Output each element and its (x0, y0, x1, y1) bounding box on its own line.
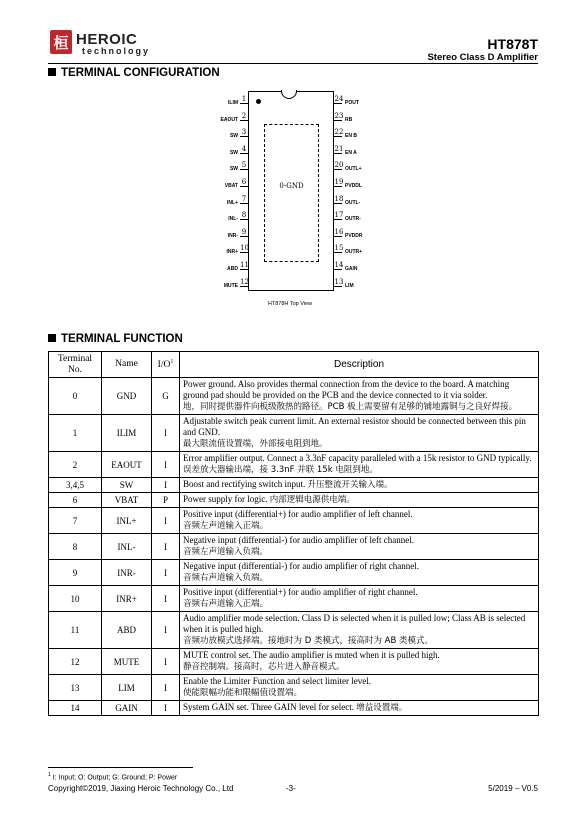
pin-lead (334, 219, 342, 220)
pin-number: 9 (241, 227, 247, 236)
table-row (49, 560, 539, 586)
pin-lead (334, 203, 342, 204)
header-description: Description (180, 352, 539, 378)
table-header-row (49, 352, 539, 378)
pin-number: 16 (334, 227, 344, 236)
pin-number: 3 (241, 128, 247, 137)
pin-lead (240, 286, 248, 287)
header-divider (48, 63, 538, 64)
pin-label: OUTR+ (345, 249, 363, 256)
terminal-description (180, 493, 539, 508)
pin-number: 15 (334, 244, 344, 253)
terminal-io: I (152, 452, 180, 478)
terminal-number: 10 (49, 586, 102, 612)
terminal-name: ABD (102, 612, 152, 649)
description-en: Audio amplifier mode selection. Class D is selected when it is pulled low; Class AB is selected when it is pulled high. (183, 613, 526, 634)
pin-number: 11 (240, 261, 249, 269)
header-name: Name (102, 352, 152, 378)
terminal-number: 8 (49, 534, 102, 560)
description-en: Error amplifier output. Connect a 3.3nF capacity paralleled with a 15k resistor to GND typically. (183, 453, 532, 463)
description-zh: 音频左声道输入正端。 (183, 521, 269, 531)
terminal-name: LIM (102, 675, 152, 701)
pin-number: 5 (241, 161, 247, 170)
description-zh: 使能限幅功能和限幅值设置端。 (183, 688, 303, 698)
terminal-description (180, 478, 539, 493)
pin-number: 12 (240, 277, 249, 286)
table-row (49, 612, 539, 649)
terminal-name: GND (102, 378, 152, 415)
terminal-number: 9 (49, 560, 102, 586)
pin-lead (334, 169, 342, 170)
pin-lead (240, 236, 248, 237)
pin-lead (240, 136, 248, 137)
description-en: Enable the Limiter Function and select limiter level. (183, 676, 371, 686)
terminal-description (180, 378, 539, 415)
pin-label: VBAT (224, 183, 238, 189)
description-en: Positive input (differential+) for audio amplifier of right channel. (183, 587, 418, 597)
pin-number: 13 (334, 277, 344, 286)
terminal-name: MUTE (102, 649, 152, 675)
terminal-io: I (152, 508, 180, 534)
terminal-description (180, 534, 539, 560)
pin-lead (334, 286, 342, 287)
pin-number: 19 (334, 178, 344, 186)
pin-lead (240, 153, 248, 154)
terminal-name: INL- (102, 534, 152, 560)
terminal-number: 12 (49, 649, 102, 675)
description-en: Power supply for logic. (183, 494, 268, 504)
header-io: $I/O^1$ (152, 352, 180, 378)
pin-lead (334, 269, 342, 270)
pin-label: SW (229, 166, 238, 173)
pin-number: 8 (241, 211, 247, 220)
description-zh: 地，同时提供器件向板级散热的路径。PCB 板上需要留有足够的铺地露铜与之良好焊接。 (183, 402, 518, 412)
description-zh: 增益设置端。 (356, 703, 408, 713)
terminal-name: SW (102, 478, 152, 493)
table-row (49, 493, 539, 508)
pin1-marker (256, 99, 261, 104)
terminal-io: I (152, 586, 180, 612)
ground-pad (264, 124, 319, 262)
pin-label: PVDDL (345, 183, 362, 189)
pin-lead (334, 252, 342, 253)
footnote: $^1$ I: Input; O: Output; G: Ground; P: Power (48, 772, 178, 782)
pin-number: 7 (241, 194, 247, 203)
copyright: Copyright©2019, Jiaxing Heroic Technology Co., Ltd (48, 784, 234, 793)
terminal-io: I (152, 560, 180, 586)
pin-lead (240, 169, 248, 170)
description-zh: 静音控制端。接高时，芯片进入静音模式。 (183, 662, 345, 672)
pin-number: 21 (334, 144, 344, 153)
table-row (49, 701, 539, 716)
table-row (49, 452, 539, 478)
terminal-name: INR+ (102, 586, 152, 612)
terminal-number: 7 (49, 508, 102, 534)
brand-subtitle: technology (82, 46, 151, 56)
terminal-number: 6 (49, 493, 102, 508)
pin-label: EN A (345, 149, 357, 156)
pin-number: 24 (334, 95, 344, 103)
description-zh: 内部逻辑电源供电端。 (269, 495, 355, 505)
table-row (49, 478, 539, 493)
version: 5/2019 – V0.5 (488, 784, 538, 793)
pin-number: 2 (241, 111, 247, 120)
section-title-function: TERMINAL FUNCTION (48, 333, 183, 345)
ground-pad-label: 0-GND (279, 182, 304, 190)
pin-number: 1 (241, 95, 247, 103)
table-row (49, 508, 539, 534)
table-row (49, 649, 539, 675)
description-en: Power ground. Also provides thermal connection from the device to the board. A matching ground pad should be provided on the PCB and the device connected to it via solder. (183, 379, 510, 400)
pin-number: 23 (334, 111, 344, 120)
pin-label: INR- (227, 232, 238, 239)
terminal-function-table (48, 351, 539, 716)
pin-number: 4 (241, 144, 247, 153)
description-en: Positive input (differential+) for audio amplifier of left channel. (183, 509, 413, 519)
description-zh: 升压整流开关输入端。 (307, 480, 393, 490)
terminal-description (180, 612, 539, 649)
footnote-divider (48, 767, 193, 768)
table-row (49, 415, 539, 452)
pin-label: ILIM (228, 100, 238, 106)
terminal-number: 1 (49, 415, 102, 452)
terminal-name: INR- (102, 560, 152, 586)
terminal-description (180, 675, 539, 701)
section-title-configuration: TERMINAL CONFIGURATION (48, 67, 220, 79)
pin-label: INR+ (226, 249, 238, 256)
pin-lead (240, 219, 248, 220)
pin-lead (240, 120, 248, 121)
table-row (49, 675, 539, 701)
terminal-description (180, 701, 539, 716)
pin-number: 10 (240, 244, 249, 253)
terminal-number: 14 (49, 701, 102, 716)
pin-label: RB (345, 116, 353, 123)
pin-lead (240, 103, 248, 104)
pin-label: GAIN (345, 266, 358, 272)
pin-label: POUT (345, 100, 359, 106)
terminal-description (180, 586, 539, 612)
terminal-number: 3,4,5 (49, 478, 102, 493)
pin-lead (334, 186, 342, 187)
terminal-name: ILIM (102, 415, 152, 452)
terminal-io: I (152, 478, 180, 493)
brand-name: HEROIC (76, 31, 138, 48)
description-zh: 最大限流值设置端，外部接电阻到地。 (183, 439, 328, 449)
terminal-name: GAIN (102, 701, 152, 716)
description-zh: 音频右声道输入负端。 (183, 573, 269, 583)
pin-label: OUTL- (345, 199, 361, 206)
pin-lead (240, 186, 248, 187)
terminal-number: 2 (49, 452, 102, 478)
terminal-description (180, 560, 539, 586)
description-en: Boost and rectifying switch input. (183, 479, 306, 489)
description-zh: 音频左声道输入负端。 (183, 547, 269, 557)
pin-label: EN B (345, 133, 357, 140)
pin-number: 6 (241, 178, 247, 186)
terminal-io: P (152, 493, 180, 508)
pin-number: 17 (334, 211, 344, 220)
pin-number: 14 (334, 261, 344, 269)
pin-lead (240, 269, 248, 270)
pin-label: MUTE (223, 282, 238, 289)
pin-number: 20 (334, 161, 344, 170)
terminal-io: I (152, 675, 180, 701)
terminal-io: I (152, 649, 180, 675)
pin-label: INL- (228, 216, 238, 223)
pin-label: LIM (345, 282, 354, 289)
pin-lead (334, 103, 342, 104)
description-en: System GAIN set. Three GAIN level for select. (183, 702, 355, 712)
pin-lead (334, 236, 342, 237)
pin-lead (334, 153, 342, 154)
pin-number: 22 (334, 128, 344, 137)
pin-lead (334, 120, 342, 121)
description-en: Negative input (differential-) for audio amplifier of left channel. (183, 535, 414, 545)
pin-lead (240, 252, 248, 253)
company-logo-icon: 桓 (50, 30, 72, 54)
pin-label: SW (229, 133, 238, 140)
description-en: MUTE control set. The audio amplifier is muted when it is pulled high. (183, 650, 440, 660)
pin-lead (334, 136, 342, 137)
terminal-description (180, 508, 539, 534)
terminal-number: 13 (49, 675, 102, 701)
terminal-io: I (152, 612, 180, 649)
pin-label: OUTR- (345, 216, 361, 223)
terminal-description (180, 415, 539, 452)
terminal-number: 0 (49, 378, 102, 415)
description-en: Adjustable switch peak current limit. An external resistor should be connected between this pin and GND. (183, 416, 526, 437)
description-zh: 音频右声道输入正端。 (183, 599, 269, 609)
terminal-name: EAOUT (102, 452, 152, 478)
pin-label: SW (229, 149, 238, 156)
terminal-description (180, 649, 539, 675)
pin-lead (240, 203, 248, 204)
description-en: Negative input (differential-) for audio amplifier of right channel. (183, 561, 419, 571)
pin-label: EAOUT (220, 116, 238, 123)
pin-label: OUTL+ (345, 166, 362, 173)
terminal-name: INL+ (102, 508, 152, 534)
description-zh: 音频功放模式选择端。接地时为 D 类模式，接高时为 AB 类模式。 (183, 636, 434, 646)
table-row (49, 586, 539, 612)
page-number: -3- (286, 784, 296, 793)
pin-label: PVDDR (345, 232, 363, 239)
diagram-caption: HT878H Top View (267, 301, 313, 307)
table-row (49, 378, 539, 415)
part-number: HT878T (487, 36, 538, 52)
terminal-name: VBAT (102, 493, 152, 508)
pin-label: ABD (227, 266, 238, 272)
table-row (49, 534, 539, 560)
header-terminal-no: Terminal No. (49, 352, 102, 378)
terminal-description (180, 452, 539, 478)
pin-number: 18 (334, 194, 344, 203)
pin-label: INL+ (227, 199, 238, 206)
terminal-io: I (152, 701, 180, 716)
terminal-io: G (152, 378, 180, 415)
description-zh: 误差放大器输出端，接 3.3nF 并联 15k 电阻到地。 (183, 465, 378, 475)
document-subtitle: Stereo Class D Amplifier (427, 52, 538, 63)
terminal-number: 11 (49, 612, 102, 649)
terminal-io: I (152, 415, 180, 452)
terminal-io: I (152, 534, 180, 560)
